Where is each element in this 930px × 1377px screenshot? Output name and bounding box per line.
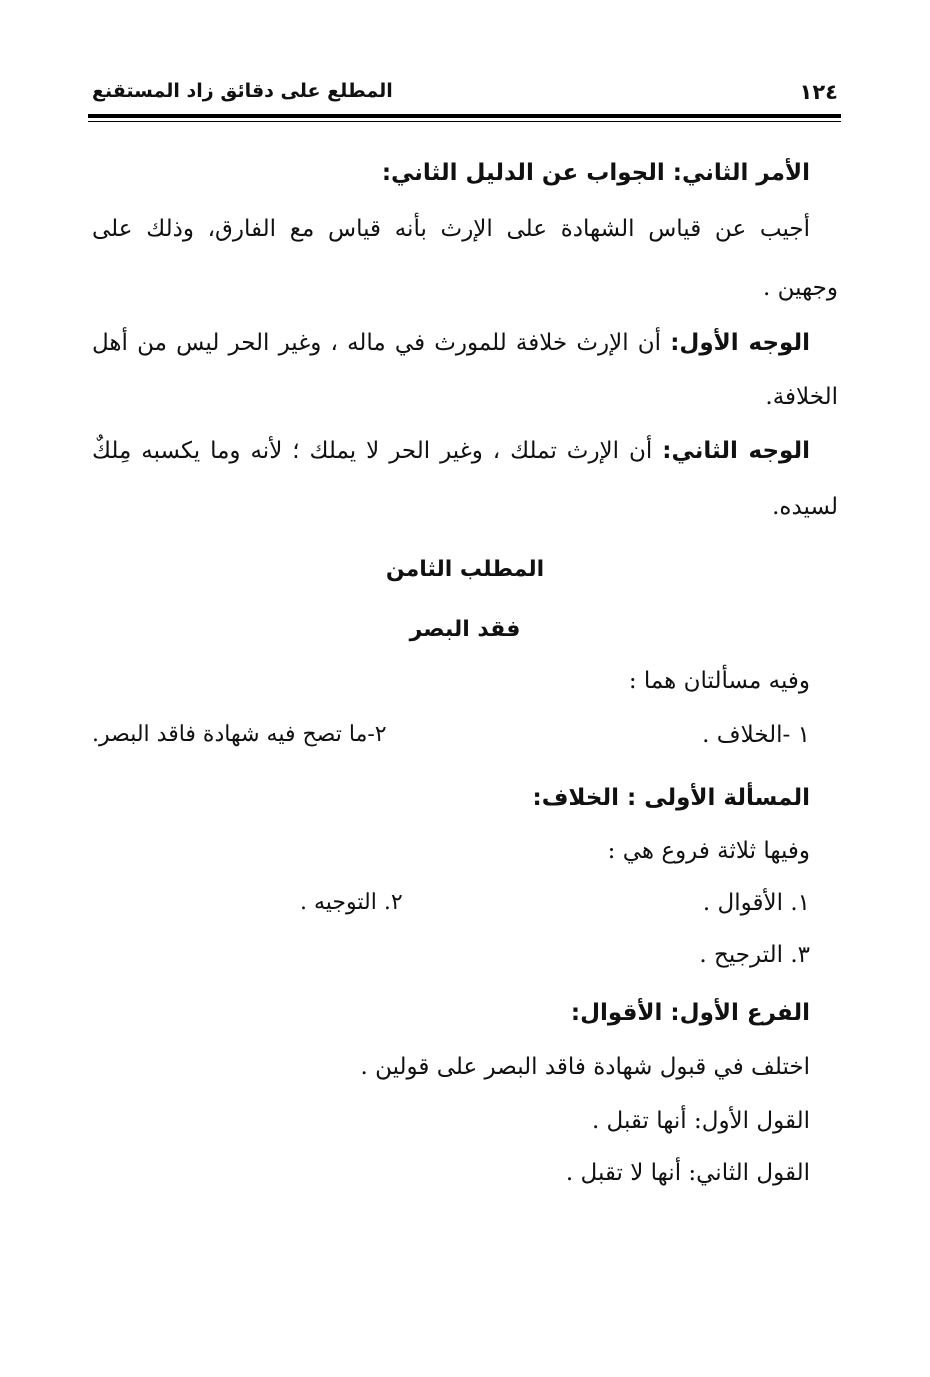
second-matter-heading: الأمر الثاني: الجواب عن الدليل الثاني:: [381, 160, 810, 186]
page-number: ١٢٤: [799, 80, 838, 104]
first-issue-heading: المسألة الأولى : الخلاف:: [532, 785, 810, 811]
section-subheading: فقد البصر: [409, 617, 521, 642]
dispute-line: اختلف في قبول شهادة فاقد البصر على قولين .: [360, 1054, 810, 1080]
branches-intro: وفيها ثلاثة فروع هي :: [607, 838, 810, 864]
second-aspect-text: أن الإرث تملك ، وغير الحر لا يملك ؛ لأنه وما يكسبه مِلكٌ: [92, 438, 653, 464]
issue-2: ٢-ما تصح فيه شهادة فاقد البصر.: [92, 722, 387, 747]
answer-line-2: وجهين .: [763, 275, 838, 301]
second-opinion: القول الثاني: أنها لا تقبل .: [565, 1160, 810, 1186]
issues-intro: وفيه مسألتان هما :: [628, 668, 810, 694]
header-rule-thick: [88, 114, 841, 118]
second-aspect-paragraph: [92, 438, 810, 464]
branch-2: ٢. التوجيه .: [300, 890, 403, 915]
first-aspect-text: أن الإرث خلافة للمورث في ماله ، وغير الحر ليس من أهل: [92, 330, 662, 356]
first-aspect-label: الوجه الأول:: [670, 330, 810, 356]
branch-3: ٣. الترجيح .: [699, 942, 810, 968]
branch-1: ١. الأقوال .: [702, 890, 810, 916]
running-header-title: المطلع على دقائق زاد المستقنع: [92, 80, 393, 102]
section-heading: المطلب الثامن: [385, 557, 545, 582]
first-aspect-line-2: الخلافة.: [765, 384, 838, 410]
second-aspect-label: الوجه الثاني:: [662, 438, 811, 464]
answer-line-1: أجيب عن قياس الشهادة على الإرث بأنه قياس مع الفارق، وذلك على: [92, 216, 810, 242]
first-opinion: القول الأول: أنها تقبل .: [591, 1108, 810, 1134]
first-branch-heading: الفرع الأول: الأقوال:: [570, 1000, 810, 1026]
issue-1: ١ -الخلاف .: [702, 722, 810, 748]
second-aspect-line-2: لسيده.: [772, 494, 838, 520]
first-aspect-paragraph: [92, 330, 810, 356]
header-rule-thin: [88, 121, 841, 122]
